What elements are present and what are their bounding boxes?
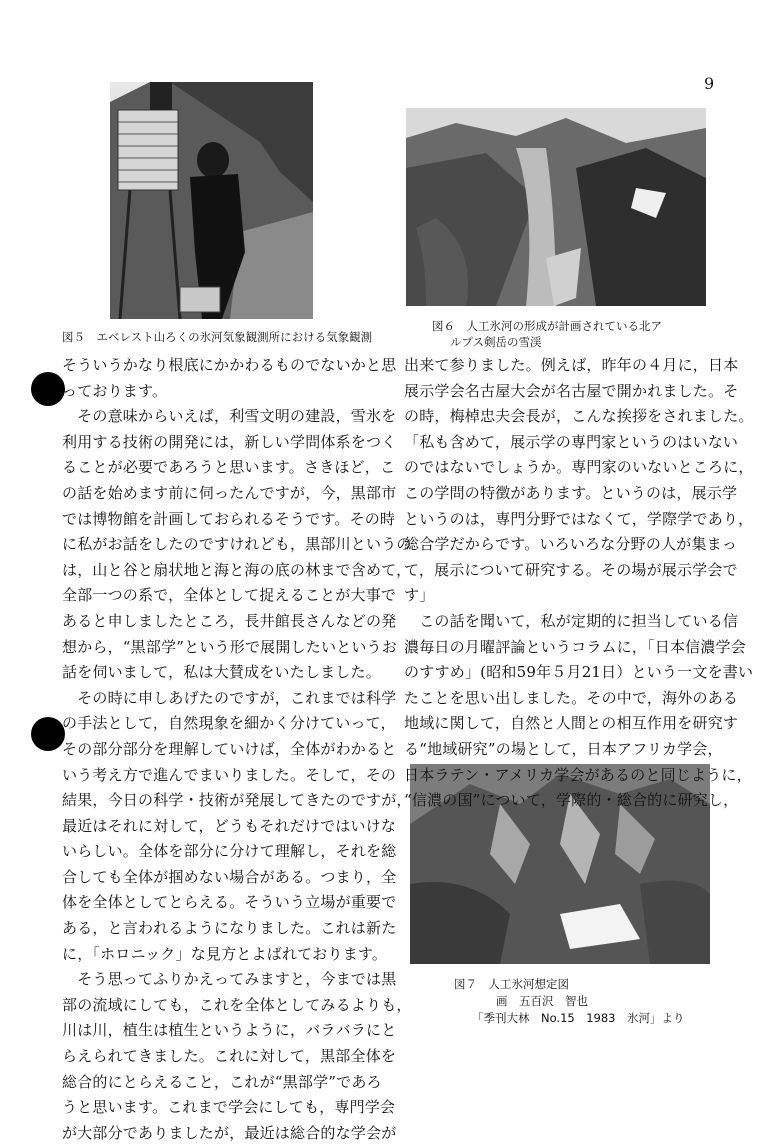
text-line: 全部一つの系で，全体として捉えることが大事で (62, 586, 397, 605)
text-line: この学問の特徴があります。というのは，展示学 (404, 483, 738, 502)
page-number: 9 (704, 74, 715, 93)
text-line: っております。 (62, 381, 168, 400)
figure-7-caption-source: 「季刊大林 No.15 1983 氷河」より (472, 1011, 685, 1025)
text-line: その意味からいえば，利雪文明の建設，雪氷を (62, 407, 397, 426)
text-line: 合しても全体が掴めない場合がある。つまり，全 (62, 867, 397, 886)
text-line: いらしい。全体を部分に分けて理解し，それを総 (62, 842, 397, 861)
text-line: 結果，今日の科学・技術が発展してきたのですが， (62, 791, 412, 810)
text-line: る“地域研究”の場として，日本アフリカ学会， (404, 739, 723, 758)
text-line: 体を全体としてとらえる。そういう立場が重要で (62, 893, 397, 912)
figure-5-caption: 図５ エベレスト山ろくの氷河気象観測所における気象観測 (62, 330, 373, 344)
text-line: の話を始めます前に伺ったんですが，今，黒部市 (62, 483, 397, 502)
text-line: 最近はそれに対して，どうもそれだけではいけな (62, 816, 397, 835)
text-line: 部の流域にしても，これを全体としてみるよりも， (62, 995, 412, 1014)
figure-7-caption-artist: 画 五百沢 智也 (496, 994, 588, 1008)
text-line: の手法として，自然現象を細かく分けていって， (62, 714, 396, 733)
figure-6-caption-line-1: 図６ 人工氷河の形成が計画されている北ア (432, 319, 662, 333)
figure-7-caption (454, 976, 685, 1027)
text-line: というのは，専門分野ではなくて，学際学であり， (404, 509, 754, 528)
text-line: では博物館を計画しておられるそうです。その時 (62, 509, 396, 528)
text-line: のすすめ」(昭和59年５月21日）という一文を書い (404, 663, 754, 682)
text-line: 濃毎日の月曜評論というコラムに，「日本信濃学会 (404, 637, 746, 656)
text-line: 話を伺いまして，私は大賛成をいたしました。 (62, 663, 381, 682)
text-line: ある，と言われるようになりました。これは新た (62, 919, 397, 938)
figure-7-caption-title: 図７ 人工氷河想定図 (454, 977, 569, 991)
text-line: 展示学会名古屋大会が名古屋で開かれました。そ (404, 381, 739, 400)
text-line: のではないでしょうか。専門家のいないところに， (404, 458, 754, 477)
text-line: そういうかなり根底にかかわるものでないかと思 (62, 356, 397, 374)
text-line: に，「ホロニック」な見方とよばれております。 (62, 944, 388, 963)
text-line: うと思います。これまで学会にしても，専門学会 (62, 1098, 396, 1117)
text-line: 川は川，植生は植生というように，バラバラにと (62, 1021, 397, 1040)
text-line: 「私も含めて，展示学の専門家というのはいない (404, 432, 739, 451)
text-line: 利用する技術の開発には，新しい学問体系をつく (62, 432, 397, 451)
text-line: す」 (404, 586, 435, 605)
text-line: 地域に関して，自然と人間との相互作用を研究す (404, 714, 739, 733)
text-line: 総合的にとらえること，これが“黒部学”であろ (62, 1072, 382, 1091)
text-line: 想から，“黒部学”という形で展開したいというお (62, 637, 397, 656)
binder-hole (31, 717, 65, 751)
text-line: いう考え方で進んでまいりました。そして，その (62, 765, 397, 784)
text-line: 日本ラテン・アメリカ学会があるのと同じように， (404, 765, 752, 784)
text-line: 出来て参りました。例えば，昨年の４月に，日本 (404, 356, 739, 374)
body-text-left-column (62, 353, 412, 1146)
text-line: あると申しましたところ，長井館長さんなどの発 (62, 611, 397, 630)
text-line: “信濃の国”について，学際的・総合的に研究し， (404, 791, 739, 810)
figure-6-photo (406, 108, 706, 306)
text-line: が大部分でありましたが，最近は総合的な学会が (62, 1123, 397, 1142)
text-line: この話を聞いて，私が定期的に担当している信 (404, 611, 739, 630)
text-line: は，山と谷と扇状地と海と海の底の林まで含めて， (62, 560, 412, 579)
text-line: その部分部分を理解していけば，全体がわかると (62, 739, 397, 758)
text-line: の時，梅棹忠夫会長が，こんな挨拶をされました。 (404, 407, 754, 426)
body-text-right-column (404, 353, 754, 814)
binder-hole (31, 372, 65, 406)
text-line: その時に申しあげたのですが，これまでは科学 (62, 688, 397, 707)
text-line: らえられてきました。これに対して，黒部全体を (62, 1047, 397, 1066)
text-line: て，展示について研究する。その場が展示学会で (404, 560, 738, 579)
figure-6-caption (432, 318, 662, 350)
text-line: ることが必要であろうと思います。さきほど，こ (62, 458, 396, 477)
figure-5-photo (110, 82, 313, 319)
text-line: そう思ってふりかえってみますと，今までは黒 (62, 970, 397, 989)
figure-6-caption-line-2: ルプス剣岳の雪渓 (450, 335, 542, 349)
text-line: に私がお話をしたのですけれども，黒部川というの (62, 535, 412, 554)
text-line: 総合学だからです。いろいろな分野の人が集まっ (404, 535, 738, 554)
text-line: たことを思い出しました。その中で，海外のある (404, 688, 739, 707)
